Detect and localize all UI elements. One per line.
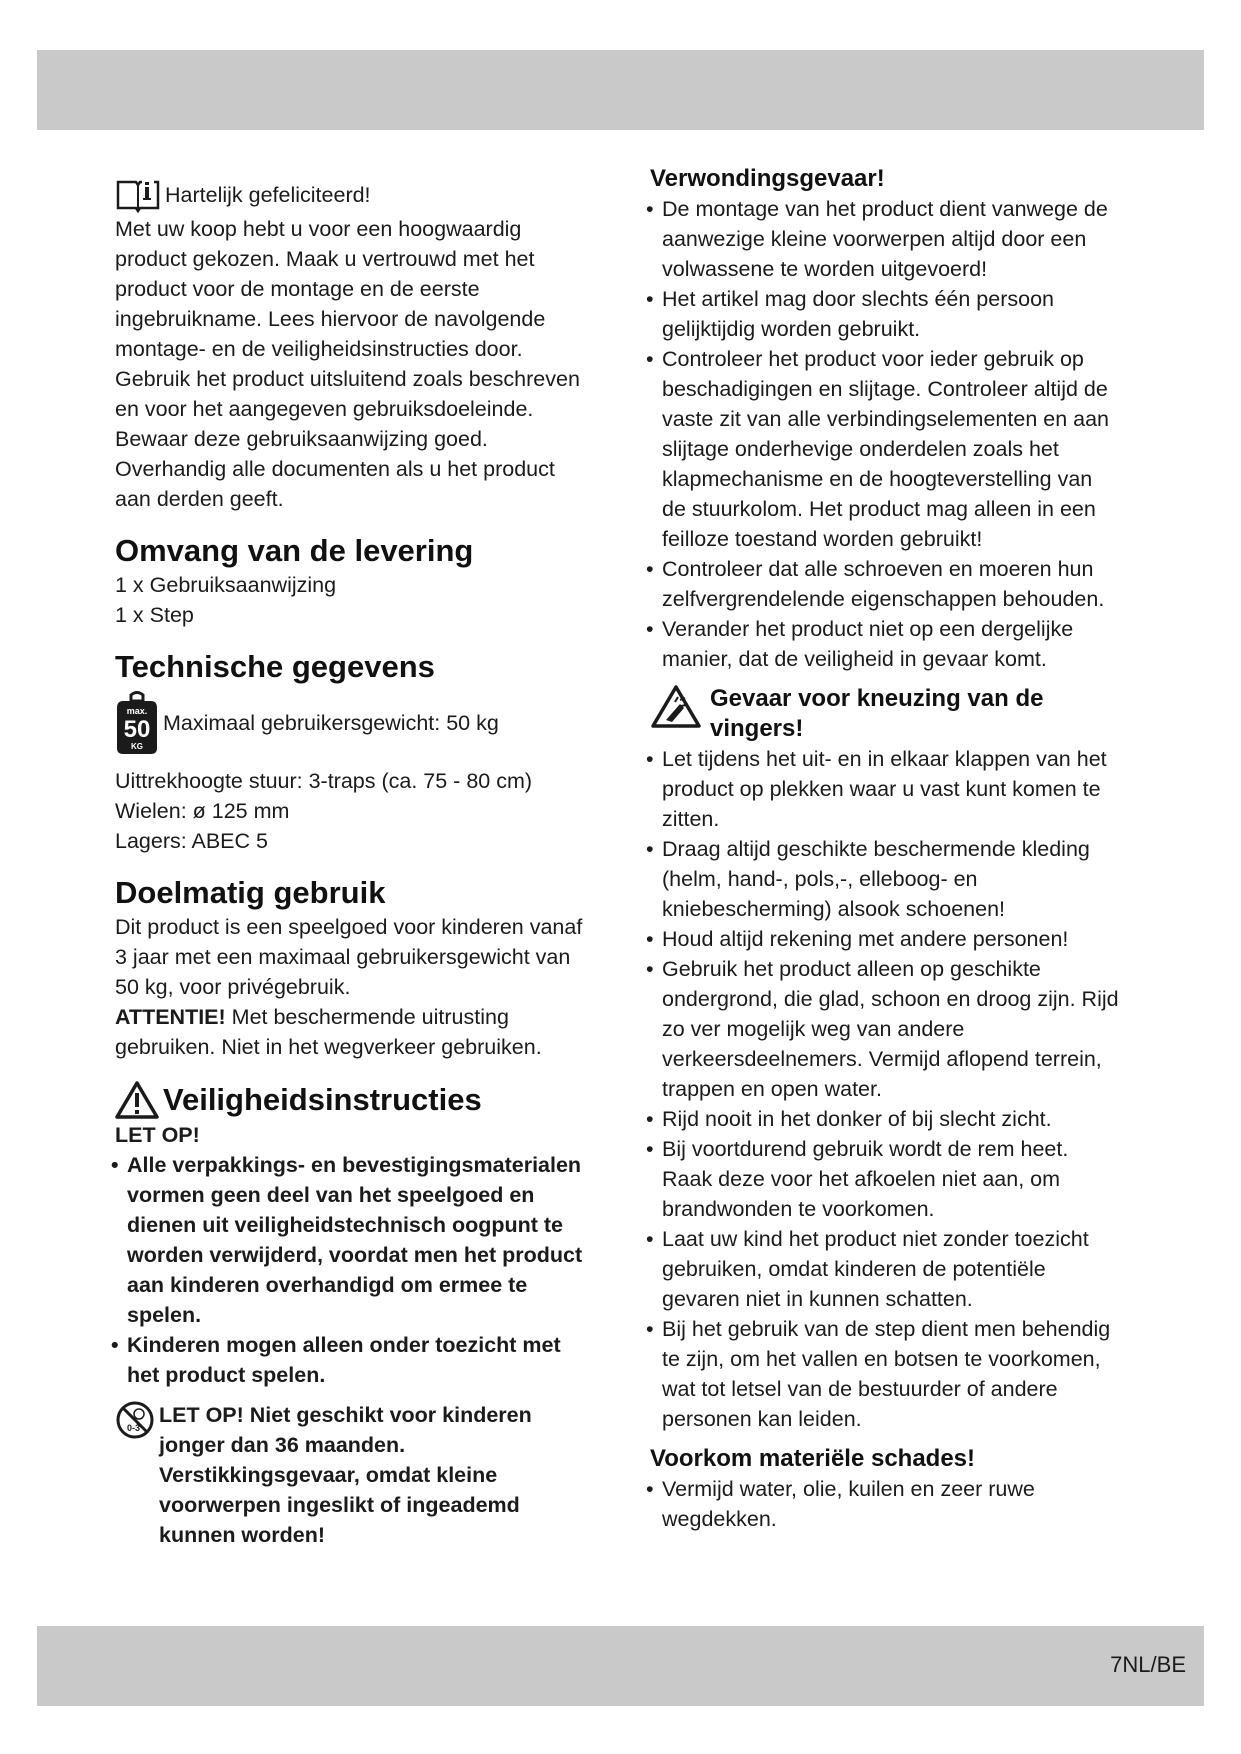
finger-pinch-warning-icon (650, 684, 702, 730)
injury-list (650, 194, 1120, 674)
tech-line: Uittrekhoogte stuur: 3-traps (ca. 75 - 80 cm) (115, 769, 533, 793)
weight-icon-max: max. (126, 706, 148, 716)
intro-title-row (115, 176, 595, 214)
let-op-label: LET OP! (115, 1123, 200, 1147)
damage-heading: Voorkom materiële schades! (650, 1445, 976, 1472)
scope-item: 1 x Gebruiksaanwijzing (115, 573, 337, 597)
tech-line: Wielen: ø 125 mm (115, 799, 290, 823)
max-weight-text: Maximaal gebruikersgewicht: 50 kg (163, 711, 499, 735)
pinch-heading: Gevaar voor kneuzing van de vingers! (710, 685, 1044, 742)
list-item: • Rijd nooit in het donker of bij slecht zicht. (650, 1104, 1120, 1134)
age-warning-text: LET OP! Niet geschikt voor kinderen jonger dan 36 maanden. Verstikkingsgevaar, omdat kleine voorwerpen ingeslikt of ingeademd kunnen worden! (159, 1403, 532, 1547)
list-item: • Controleer dat alle schroeven en moeren hun zelfvergrendelende eigenschappen behouden. (650, 554, 1120, 614)
header-bar (37, 50, 1204, 130)
tech-heading: Technische gegevens (115, 649, 435, 684)
right-column (650, 164, 1120, 1534)
scope-heading: Omvang van de levering (115, 533, 474, 568)
scope-item: 1 x Step (115, 603, 194, 627)
list-item: • Alle verpakkings- en bevestigingsmaterialen vormen geen deel van het speelgoed en dienen uit veiligheidstechnisch oogpunt te worden verwijderd, voordat men het product aan kinderen overhandigd om ermee te spelen. (115, 1150, 595, 1330)
list-item: • Gebruik het product alleen op geschikte ondergrond, die glad, schoon en droog zijn. Rijd zo ver mogelijk weg van andere verkeersdeelnemers. Vermijd aflopend terrein, trappen en open water. (650, 954, 1120, 1104)
pinch-heading-row (650, 684, 1120, 744)
list-item: • Bij voortdurend gebruik wordt de rem heet. Raak deze voor het afkoelen niet aan, om brandwonden te voorkomen. (650, 1134, 1120, 1224)
attention-label: ATTENTIE! (115, 1005, 226, 1029)
use-heading: Doelmatig gebruik (115, 875, 386, 910)
page-number: 7NL/BE (1110, 1652, 1186, 1677)
list-item: • De montage van het product dient vanwege de aanwezige kleine voorwerpen altijd door een volwassene te worden uitgevoerd! (650, 194, 1120, 284)
tech-line: Lagers: ABEC 5 (115, 829, 268, 853)
age-icon-label: 0-3 (127, 1423, 141, 1433)
list-item: • Kinderen mogen alleen onder toezicht met het product spelen. (115, 1330, 595, 1390)
list-item: • Verander het product niet op een dergelijke manier, dat de veiligheid in gevaar komt. (650, 614, 1120, 674)
injury-heading: Verwondingsgevaar! (650, 165, 885, 192)
list-item: • Houd altijd rekening met andere personen! (650, 924, 1120, 954)
safety-heading: Veiligheidsinstructies (163, 1082, 482, 1117)
safety-list (115, 1150, 595, 1390)
list-item: • Bij het gebruik van de step dient men behendig te zijn, om het vallen en botsen te voorkomen, wat tot letsel van de bestuurder of andere personen kan leiden. (650, 1314, 1120, 1434)
warning-triangle-icon (115, 1080, 159, 1120)
damage-list (650, 1474, 1120, 1534)
list-item: • Draag altijd geschikte beschermende kleding (helm, hand-, pols,-, elleboog- en kniebescherming) alsook schoenen! (650, 834, 1120, 924)
use-text: Dit product is een speelgoed voor kinderen vanaf 3 jaar met een maximaal gebruikersgewicht van 50 kg, voor privégebruik. (115, 915, 583, 999)
age-restriction-icon (115, 1400, 155, 1440)
max-weight-row (115, 690, 595, 756)
list-item: • Let tijdens het uit- en in elkaar klappen van het product op plekken waar u vast kunt komen te zitten. (650, 744, 1120, 834)
list-item: • Vermijd water, olie, kuilen en zeer ruwe wegdekken. (650, 1474, 1120, 1534)
intro-title: Hartelijk gefeliciteerd! (165, 183, 371, 207)
age-warning-block (115, 1400, 595, 1550)
weight-icon-unit: KG (131, 742, 143, 751)
list-item: • Het artikel mag door slechts één persoon gelijktijdig worden gebruikt. (650, 284, 1120, 344)
attention-text: Met beschermende uitrusting gebruiken. Niet in het wegverkeer gebruiken. (115, 1005, 542, 1059)
left-column (115, 176, 595, 1550)
safety-heading-row (115, 1080, 595, 1120)
intro-text: Met uw koop hebt u voor een hoogwaardig product gekozen. Maak u vertrouwd met het product voor de montage en de eerste ingebruikname. Lees hiervoor de navolgende montage- en de veiligheidsinstructies door. Gebruik het product uitsluitend zoals beschreven en voor het aangegeven gebruiksdoeleinde. Bewaar deze gebruiksaanwijzing goed. Overhandig alle documenten als u het product aan derden geeft. (115, 217, 580, 511)
info-book-icon (115, 176, 161, 214)
footer-bar (37, 1626, 1204, 1706)
weight-icon (115, 690, 159, 756)
list-item: • Laat uw kind het product niet zonder toezicht gebruiken, omdat kinderen de potentiële gevaren niet in kunnen schatten. (650, 1224, 1120, 1314)
list-item: • Controleer het product voor ieder gebruik op beschadigingen en slijtage. Controleer altijd de vaste zit van alle verbindingselementen en aan slijtage onderhevige onderdelen zoals het klapmechanisme en de hoogteverstelling van de stuurkolom. Het product mag alleen in een feilloze toestand worden gebruikt! (650, 344, 1120, 554)
weight-icon-value: 50 (123, 716, 151, 743)
pinch-list (650, 744, 1120, 1434)
attention-paragraph (115, 1002, 595, 1062)
